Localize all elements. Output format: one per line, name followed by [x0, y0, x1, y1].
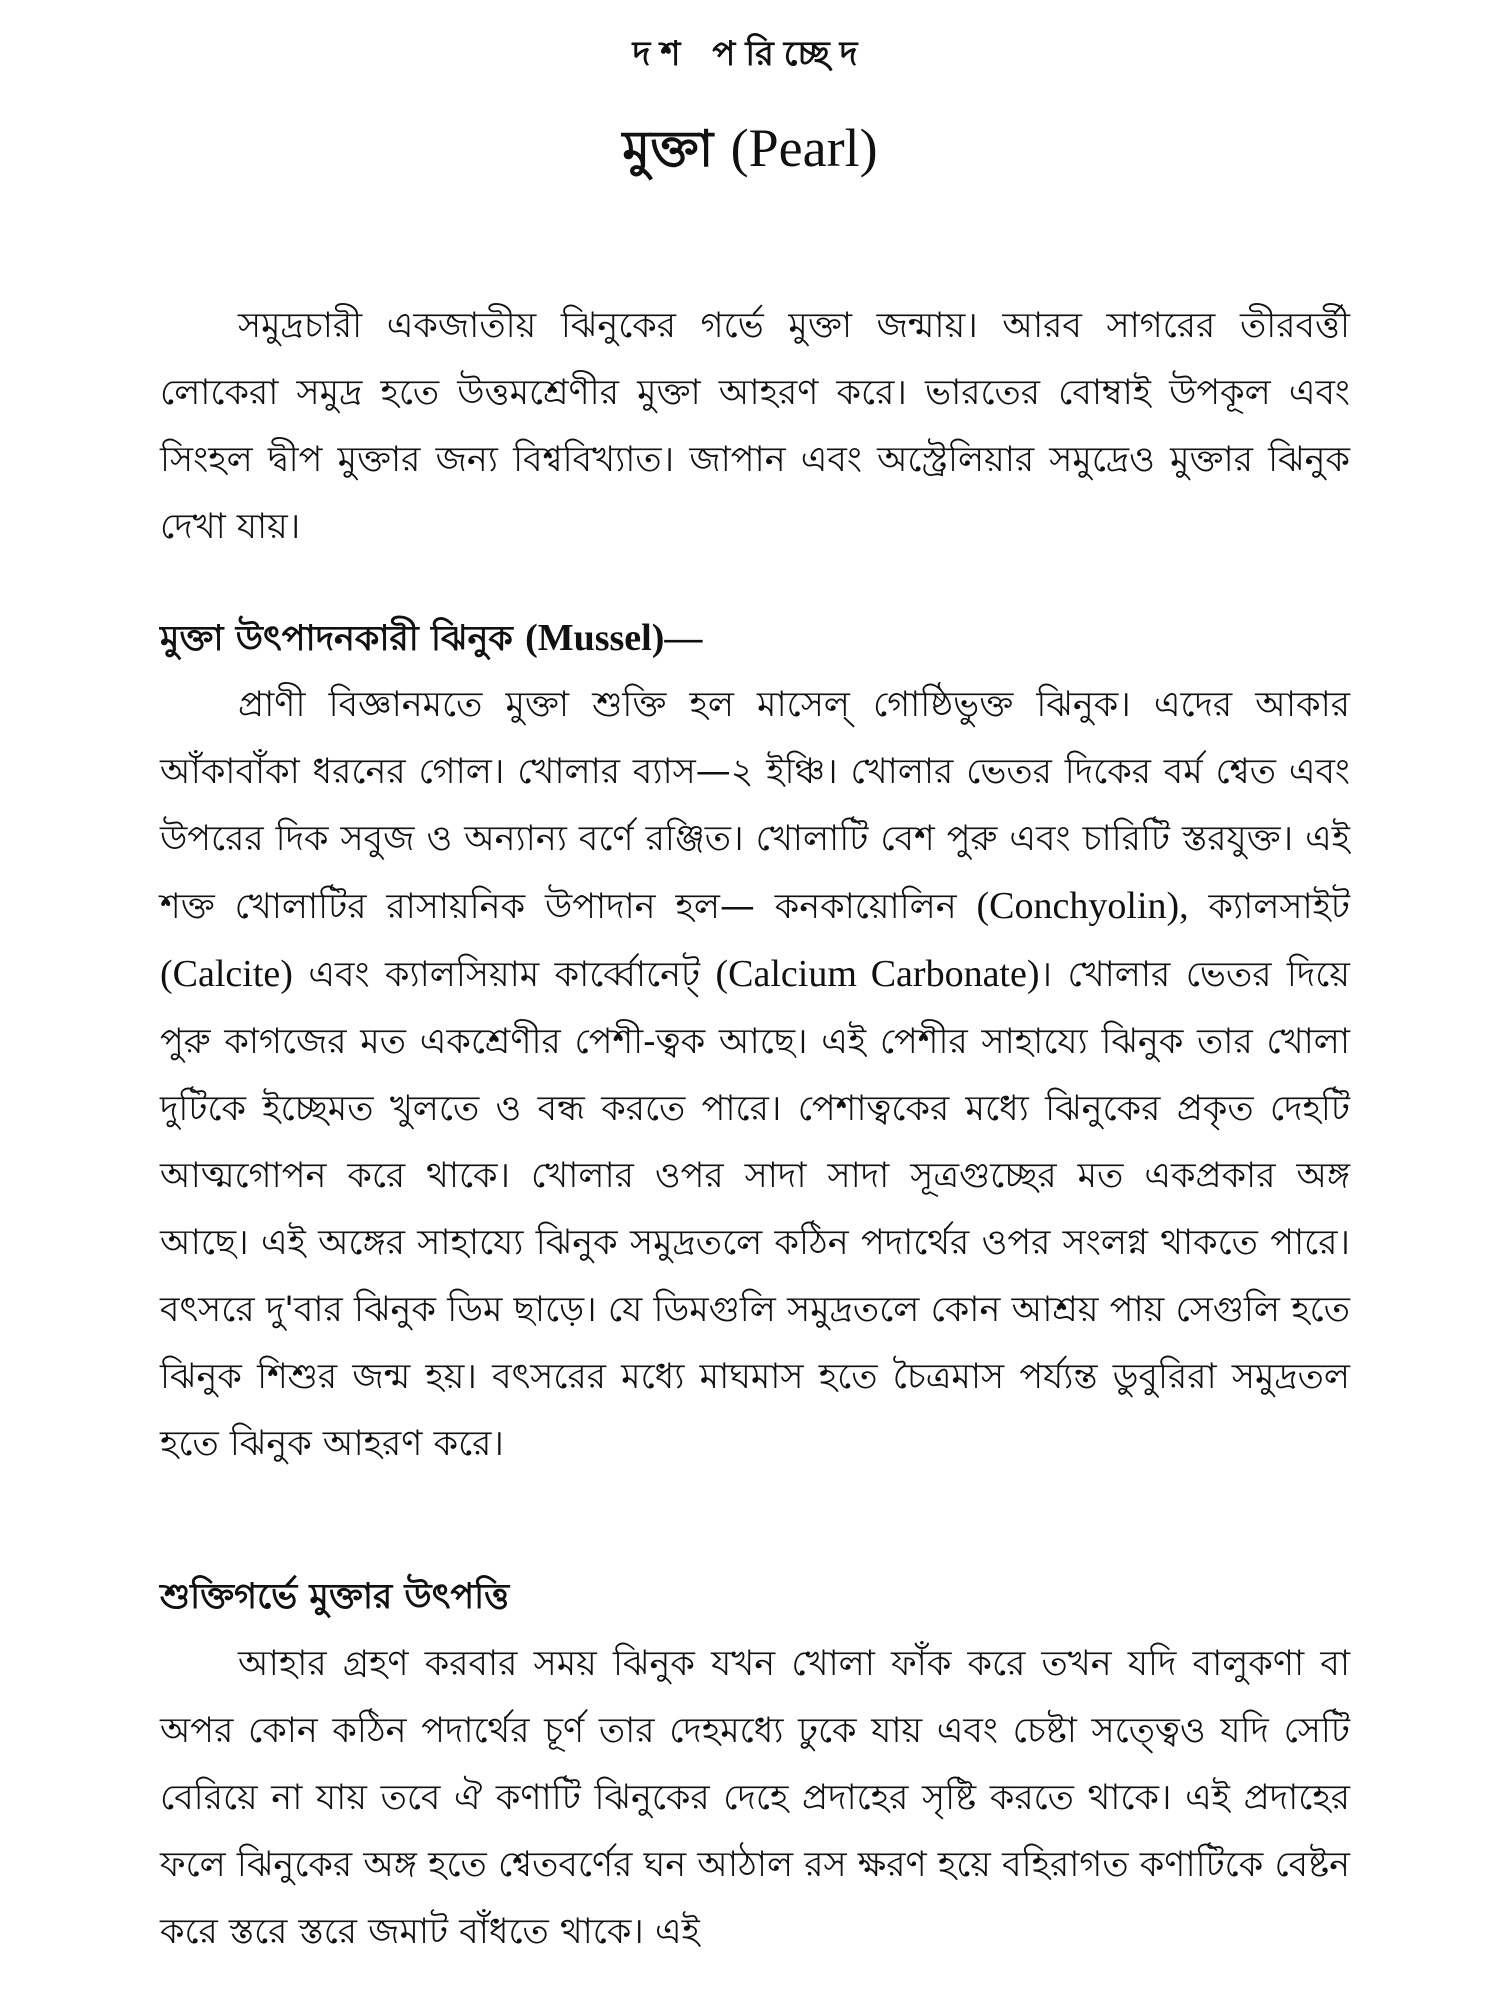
- page-title: [0, 112, 1500, 195]
- mussel-text-part3: এবং ক্যালসিয়াম কার্ব্বোনেট্: [308, 955, 701, 995]
- chapter-heading: দশ পরিচ্ছেদ: [632, 34, 868, 74]
- mussel-text-part2: ক্যালসাইট: [1208, 887, 1350, 927]
- mussel-text-part4: । খোলার ভেতর দিয়ে পুরু কাগজের মত একশ্রেণীর পেশী-ত্বক আছে। এই পেশীর সাহায্যে ঝিনুক তার খোলা দুটিকে ইচ্ছেমত খুলতে ও বন্ধ করতে পারে। পেশাত্বকের মধ্যে ঝিনুকের প্রকৃত দেহটি আত্মগোপন করে থাকে। খোলার ওপর সাদা সাদা সূত্রগুচ্ছের মত একপ্রকার অঙ্গ আছে। এই অঙ্গের সাহায্যে ঝিনুক সমুদ্রতলে কঠিন পদার্থের ওপর সংলগ্ন থাকতে পারে। বৎসরে দু'বার ঝিনুক ডিম ছাড়ে। যে ডিমগুলি সমুদ্রতলে কোন আশ্রয় পায় সেগুলি হতে ঝিনুক শিশুর জন্ম হয়। বৎসরের মধ্যে মাঘমাস হতে চৈত্রমাস পর্য্যন্ত ডুবুরিরা সমুদ্রতল হতে ঝিনুক আহরণ করে।: [160, 955, 1350, 1464]
- mussel-heading-english: (Mussel)—: [525, 617, 703, 659]
- mussel-paragraph: [160, 672, 1350, 1478]
- intro-paragraph: সমুদ্রচারী একজাতীয় ঝিনুকের গর্ভে মুক্তা জন্মায়। আরব সাগরের তীরবর্ত্তী লোকেরা সমুদ্র হতে উত্তমশ্রেণীর মুক্তা আহরণ করে। ভারতের বোম্বাই উপকূল এবং সিংহল দ্বীপ মুক্তার জন্য বিশ্ববিখ্যাত। জাপান এবং অস্ট্রেলিয়ার সমুদ্রেও মুক্তার ঝিনুক দেখা যায়।: [160, 306, 1350, 547]
- term-calcium-carbonate: (Calcium Carbonate): [715, 953, 1040, 995]
- origin-heading: শুক্তিগর্ভে মুক্তার উৎপত্তি: [160, 1577, 510, 1617]
- mussel-heading-bengali: মুক্তা উৎপাদনকারী ঝিনুক: [160, 619, 513, 659]
- title-english: (Pearl): [730, 118, 878, 178]
- origin-paragraph: আহার গ্রহণ করবার সময় ঝিনুক যখন খোলা ফাঁক করে তখন যদি বালুকণা বা অপর কোন কঠিন পদার্থের চূর্ণ তার দেহমধ্যে ঢুকে যায় এবং চেষ্টা সত্ত্বেও যদি সেটি বেরিয়ে না যায় তবে ঐ কণাটি ঝিনুকের দেহে প্রদাহের সৃষ্টি করতে থাকে। এই প্রদাহের ফলে ঝিনুকের অঙ্গ হতে শ্বেতবর্ণের ঘন আঠাল রস ক্ষরণ হয়ে বহিরাগত কণাটিকে বেষ্টন করে স্তরে স্তরে জমাট বাঁধতে থাকে। এই: [160, 1644, 1350, 1952]
- mussel-text-part1: প্রাণী বিজ্ঞানমতে মুক্তা শুক্তি হল মাসেল্ গোষ্ঠিভুক্ত ঝিনুক। এদের আকার আঁকাবাঁকা ধরনের গোল। খোলার ব্যাস—২ ইঞ্চি। খোলার ভেতর দিকের বর্ম শ্বেত এবং উপরের দিক সবুজ ও অন্যান্য বর্ণে রঞ্জিত। খোলাটি বেশ পুরু এবং চারিটি স্তরযুক্ত। এই শক্ত খোলাটির রাসায়নিক উপাদান হল— কনকায়োলিন: [160, 685, 1351, 927]
- mussel-heading: [160, 605, 1350, 673]
- term-conchyolin: (Conchyolin),: [976, 885, 1189, 927]
- term-calcite: (Calcite): [160, 953, 293, 995]
- title-bengali: মুক্তা: [622, 120, 714, 178]
